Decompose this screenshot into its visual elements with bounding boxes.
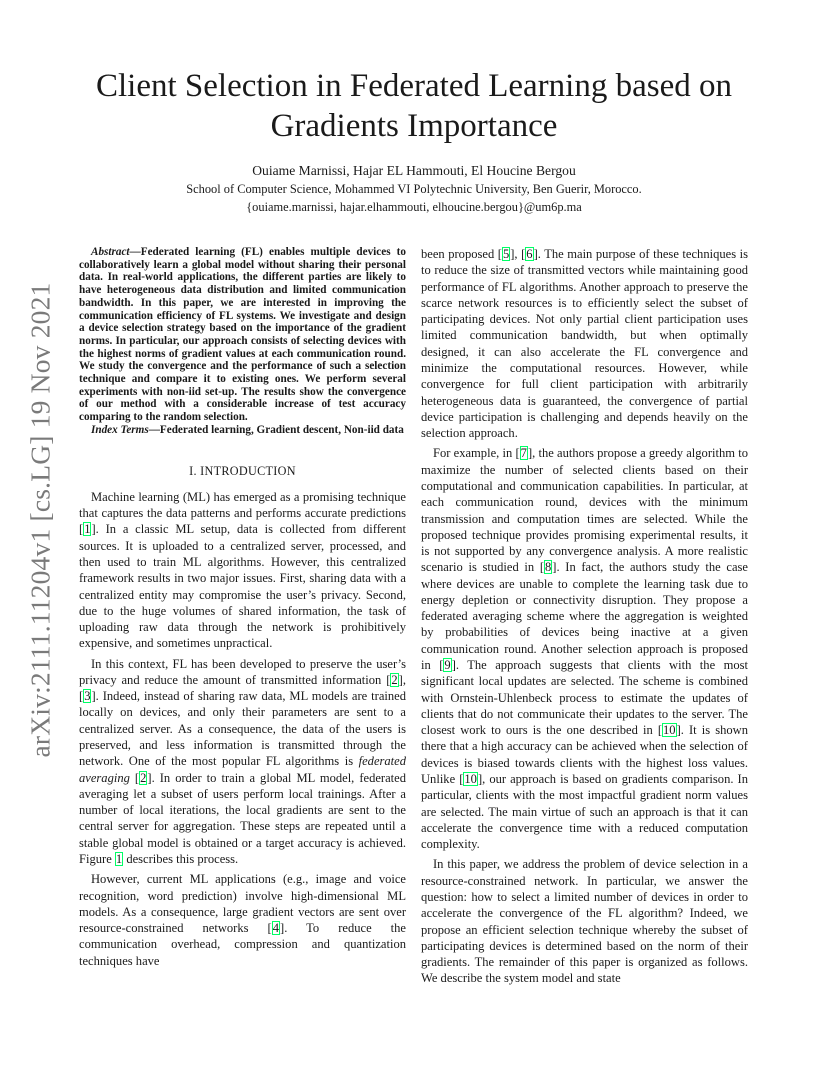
arxiv-identifier-stamp: [25, 281, 57, 758]
citation-link[interactable]: 10: [464, 772, 477, 786]
author-list: Ouiame Marnissi, Hajar EL Hammouti, El Houcine Bergou: [252, 163, 576, 178]
section-heading-introduction: I. INTRODUCTION: [189, 463, 296, 478]
citation-link[interactable]: 5: [502, 247, 510, 261]
citation-link[interactable]: 8: [545, 560, 552, 575]
intro-paragraph-2: In this context, FL has been developed to preserve the user’s privacy and reduce the amount of transmitted information [2], [3]. Indeed, instead of sharing raw data, ML models are trained locally on devices, and only their parameters are sent to a centralized server. As a consequence, the data of the users is preserved, and less information is transmitted through the network. One of the most popular FL algorithms is federated averaging [2]. In order to train a global ML model, federated averaging let a subset of users perform local trainings. After a number of local iterations, the local gradients are sent to the central server for aggregation. These steps are repeated until a stable global model is obtained or a target accuracy is achieved. Figure 1 describes this process.: [79, 656, 406, 867]
abstract-label: Abstract: [91, 246, 130, 258]
right-column: [421, 246, 748, 987]
affiliation: School of Computer Science, Mohammed VI Polytechnic University, Ben Guerir, Morocco.: [186, 182, 642, 196]
text-run: . The main purpose of these techniques is to reduce the size of transmitted vectors while maintaining good performance of FL algorithms. Another approach to preserve the scarce network resources is to efficiently select the subset of participating devices. Not only partial client participation uses limited communication bandwidth, but when optimally designed, it can also accelerate the FL convergence and minimize the computational resources. However, while convergence for full client participation with arbitrarily heterogeneous data is guaranteed, the convergence of partial device participation is challenging and depends heavily on the selection approach.: [421, 247, 748, 441]
title-line-1: Client Selection in Federated Learning based on: [96, 68, 732, 104]
text-run: . In fact, the authors study the case where devices are unable to complete the learning task due to energy depletion or connectivity disruption. They propose a federated averaging scheme where the aggregation is weighted by probabilities of devices being inactive at a given communication round. Another selection approach is proposed in: [421, 560, 748, 673]
index-terms: [79, 424, 406, 437]
text-run: . To reduce the communication overhead, compression and quantization techniques have: [79, 921, 406, 968]
left-column: [79, 246, 406, 969]
text-run: [130, 771, 135, 785]
figure-reference-link[interactable]: 1: [115, 852, 123, 867]
text-run: . The approach suggests that clients with the most significant local updates are selected. The scheme is combined with Ornstein-Uhlenbeck process to estimate the updates of clients that do not communicate their updates to the server. The closest work to ours is the one described in: [421, 658, 748, 738]
index-terms-body: —Federated learning, Gradient descent, Non-iid data: [148, 423, 404, 436]
text-run: , our approach is based on gradients comparison. In particular, clients with the most impactful gradient norm values are selected. The main virtue of such an approach is that it can accelerate the convergence time with a reduced computation complexity.: [421, 772, 748, 852]
citation-link[interactable]: 2: [140, 770, 147, 785]
paper-title: [60, 66, 768, 146]
author-emails: {ouiame.marnissi, hajar.elhammouti, elhoucine.bergou}@um6p.ma: [246, 200, 582, 214]
text-run: In this context, FL has been developed to preserve the user’s privacy and reduce the amount of transmitted information: [79, 656, 406, 687]
text-run: For example, in: [433, 446, 516, 461]
intro-paragraph-3-continued: been proposed [5], [6]. The main purpose of these techniques is to reduce the size of transmitted vectors while maintaining good performance of FL algorithms. Another approach to preserve the scarce network resources is to efficiently select the subset of participating devices. Not only partial client participation uses limited communication bandwidth, but when optimally designed, it can also accelerate the FL convergence and minimize the computational resources. However, while convergence for full client participation with arbitrarily heterogeneous data is guaranteed, the convergence of partial device participation is challenging and depends heavily on the selection approach.: [421, 247, 748, 441]
text-run: Machine learning (ML) has emerged as a promising technique that captures the data patterns and performs accurate predictions: [79, 489, 406, 521]
text-run: ,: [514, 247, 522, 261]
citation-link[interactable]: 10: [663, 723, 676, 738]
intro-paragraph-1: Machine learning (ML) has emerged as a promising technique that captures the data patterns and performs accurate predictions [1]. In a classic ML setup, data is collected from different sources. It is uploaded to a centralized server, processed, and then used to train ML algorithms. However, this centralized framework results in two major issues. First, sharing data with a centralized entity may compromise the user’s privacy. Second, due to the huge volumes of shared information, the task of uploading raw data through the network is prohibitively expensive, and sometimes unpractical.: [79, 489, 406, 651]
text-run: . In order to train a global ML model, federated averaging let a subset of users perform local trainings. After a number of local iterations, the local gradients are sent to the central server for aggregation. These steps are repeated until a stable global model is obtained or a target accuracy is achieved. Figure: [79, 770, 406, 867]
text-run: describes this process.: [123, 852, 239, 867]
citation-link[interactable]: 4: [272, 921, 280, 936]
text-run: ,: [402, 672, 406, 687]
title-line-2: Gradients Importance: [270, 108, 558, 144]
intro-paragraph-3: However, current ML applications (e.g., image and voice recognition, word prediction) involve high-dimensional ML models. As a consequence, large gradient vectors are sent over resource-constrained networks [4]. To reduce the communication overhead, compression and quantization techniques have: [79, 872, 406, 968]
intro-paragraph-5: In this paper, we address the problem of device selection in a resource-constrained network. In particular, we answer the question: how to select a limited number of devices in order to accelerate the convergence of the FL algorithm? Indeed, we propose an efficient selection technique whereby the subset of participating devices is determined based on the norm of their gradients. The remainder of this paper is organized as follows. We describe the system model and state: [421, 857, 748, 986]
citation-link[interactable]: 7: [520, 446, 527, 461]
citation-link[interactable]: 6: [526, 247, 533, 261]
citation-link[interactable]: 1: [84, 522, 91, 537]
citation-link[interactable]: 9: [444, 658, 451, 673]
intro-paragraph-4: For example, in [7], the authors propose a greedy algorithm to maximize the number of selected clients based on their computational and communication capabilities. In particular, at each communication round, devices with the minimum transmission and computation times are selected. While the proposed technique provides promising experimental results, it is not supported by any convergence analysis. A more realistic scenario is studied in [8]. In fact, the authors study the case where devices are unable to complete the learning task due to energy depletion or connectivity disruption. They propose a federated averaging scheme where the aggregation is weighted by probabilities of devices being inactive at a given communication round. Another selection approach is proposed in [9]. The approach suggests that clients with the most significant local updates are selected. The scheme is combined with Ornstein-Uhlenbeck process to estimate the updates of clients that do not communicate their updates to the server. The closest work to ours is the one described in [10]. It is shown there that a high accuracy can be achieved when the selection of devices is biased towards clients with the highest loss values. Unlike [10], our approach is based on gradients comparison. In particular, clients with the most impactful gradient norm values are selected. The main virtue of such an approach is that it can accelerate the convergence time with a reduced computation complexity.: [421, 446, 748, 852]
arxiv-identifier-text: arXiv:2111.11204v1 [cs.LG] 19 Nov 2021: [25, 281, 57, 758]
text-run: . In a classic ML setup, data is collected from different sources. It is uploaded to a centralized server, processed, and then used to train ML algorithms. However, this centralized framework results in two major issues. First, sharing data with a centralized entity may compromise the user’s privacy. Second, due to the huge volumes of shared information, the task of uploading raw data through the network is prohibitively expensive, and sometimes unpractical.: [79, 522, 406, 651]
text-run: been proposed: [421, 247, 498, 261]
citation-link[interactable]: 3: [84, 689, 91, 704]
text-run: . It is shown there that a high accuracy can be achieved when the selection of devices is biased towards clients with the highest loss values. Unlike: [421, 723, 748, 786]
text-run: However, current ML applications (e.g., image and voice recognition, word prediction) involve high-dimensional ML models. As a consequence, large gradient vectors are sent over resource-constrained networks: [79, 872, 406, 936]
index-terms-label: Index Terms: [91, 423, 149, 436]
text-run: . Indeed, instead of sharing raw data, ML models are trained locally on devices, and only their parameters are sent to a centralized server. As a consequence, the data of the users is preserved, and less information is transmitted through the network. One of the most popular FL algorithms is: [79, 689, 406, 769]
abstract: [79, 246, 406, 424]
text-run: , the authors propose a greedy algorithm to maximize the number of selected clients based on their computational and communication capabilities. In particular, at each communication round, devices with the minimum transmission and computation times are selected. While the proposed technique provides promising experimental results, it is not supported by any convergence analysis. A more realistic scenario is studied in: [421, 446, 748, 575]
abstract-body: —Federated learning (FL) enables multiple devices to collaboratively learn a global model without sharing their personal data. In real-world applications, the different parties are likely to have heterogeneous data distribution and limited communication bandwidth. In this paper, we are interested in improving the communication efficiency of FL systems. We investigate and design a device selection strategy based on the importance of the gradient norms. In particular, our approach consists of selecting devices with the highest norms of gradient values at each communication round. We study the convergence and the performance of such a selection technique and compare it to existing ones. We perform several experiments with non-iid set-up. The results show the convergence of our method with a considerable increase of test accuracy comparing to the random selection.: [79, 246, 406, 424]
emphasis-federated-averaging: federated averaging: [79, 754, 406, 785]
citation-link[interactable]: 2: [391, 672, 398, 687]
